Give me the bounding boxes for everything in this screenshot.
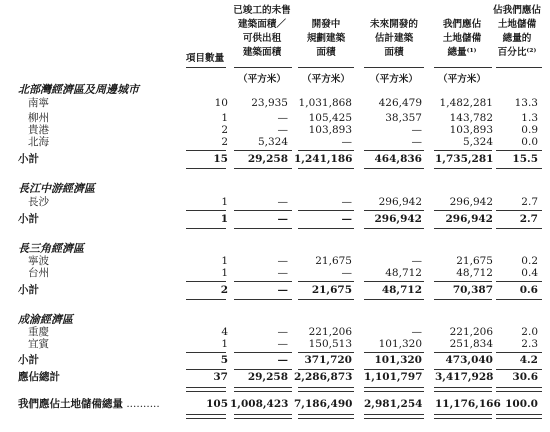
cell-project-count: 1 <box>221 267 228 279</box>
cell-completed-gfa: — <box>277 196 288 208</box>
header-rule <box>364 67 424 68</box>
cell-project-count: 105 <box>206 398 228 410</box>
cell-land-bank: 70,387 <box>452 284 493 296</box>
rule <box>298 150 354 151</box>
subtotal-row <box>0 152 550 167</box>
cell-land-bank: 11,176,166 <box>435 398 501 410</box>
rule <box>298 168 354 169</box>
city-label: 宜賓 <box>28 338 49 350</box>
city-label: 重慶 <box>28 326 49 338</box>
cell-completed-gfa: — <box>277 338 288 350</box>
unit-sqm: （平方米） <box>302 74 350 85</box>
double-rule <box>234 414 292 419</box>
rule <box>364 150 424 151</box>
rule <box>496 281 542 282</box>
cell-future-gfa: — <box>411 255 422 267</box>
section-title: 長江中游經濟區 <box>18 182 95 195</box>
attributable-total-row <box>0 370 550 385</box>
header-future-development-gfa: 未來開發的 估計建築 面積 <box>370 19 418 58</box>
table-row <box>0 135 550 150</box>
cell-project-count: 1 <box>221 255 228 267</box>
cell-project-count: 2 <box>221 124 228 136</box>
header-rule <box>186 67 226 68</box>
cell-percentage: 0.6 <box>519 284 538 296</box>
cell-completed-gfa: 1,008,423 <box>230 398 289 410</box>
rule <box>364 228 424 229</box>
city-label: 南寧 <box>28 97 49 109</box>
rule <box>434 210 492 211</box>
rule <box>186 281 226 282</box>
cell-future-gfa: — <box>411 326 422 338</box>
rule <box>434 281 492 282</box>
double-rule <box>434 414 492 419</box>
cell-under-development-gfa: — <box>341 196 352 208</box>
rule <box>186 168 226 169</box>
rule <box>186 228 226 229</box>
subtotal-label: 小計 <box>18 153 39 165</box>
cell-land-bank: 1,735,281 <box>435 153 494 165</box>
header-rule <box>298 67 354 68</box>
rule <box>364 168 424 169</box>
cell-project-count: 15 <box>213 153 228 165</box>
table-row <box>0 96 550 111</box>
cell-percentage: 4.2 <box>519 354 538 366</box>
cell-future-gfa: 101,320 <box>374 354 422 366</box>
rule <box>298 210 354 211</box>
cell-future-gfa: — <box>411 124 422 136</box>
section-title: 成渝經濟區 <box>18 313 73 326</box>
cell-future-gfa: 1,101,797 <box>364 371 423 383</box>
subtotal-row <box>0 283 550 298</box>
rule <box>364 299 424 300</box>
rule <box>234 150 292 151</box>
cell-project-count: 37 <box>213 371 228 383</box>
total-label: 應佔總計 <box>18 371 60 383</box>
header-rule <box>434 67 492 68</box>
cell-future-gfa: 48,712 <box>381 284 422 296</box>
rule <box>234 168 292 169</box>
double-rule <box>298 414 354 419</box>
cell-percentage: 100.0 <box>505 398 538 410</box>
cell-completed-gfa: — <box>277 112 288 124</box>
double-rule <box>234 387 292 392</box>
cell-completed-gfa: — <box>277 284 288 296</box>
city-label: 貴港 <box>28 124 49 136</box>
subtotal-label: 小計 <box>18 213 39 225</box>
cell-percentage: 0.0 <box>521 136 538 148</box>
cell-land-bank: 473,040 <box>445 354 493 366</box>
table-row <box>0 195 550 210</box>
section-title: 北部灣經濟區及周邊城市 <box>18 83 139 96</box>
cell-percentage: 15.5 <box>512 153 538 165</box>
cell-land-bank: 296,942 <box>445 213 493 225</box>
cell-future-gfa: 2,981,254 <box>364 398 423 410</box>
grand-total-row <box>0 397 550 412</box>
cell-under-development-gfa: 150,513 <box>308 338 352 350</box>
cell-percentage: 0.9 <box>521 124 538 136</box>
cell-project-count: 2 <box>221 136 228 148</box>
cell-future-gfa: 426,479 <box>378 97 422 109</box>
rule <box>434 150 492 151</box>
city-label: 柳州 <box>28 112 49 124</box>
cell-under-development-gfa: 371,720 <box>304 354 352 366</box>
section-title: 長三角經濟區 <box>18 242 84 255</box>
cell-completed-gfa: — <box>277 213 288 225</box>
cell-completed-gfa: — <box>277 255 288 267</box>
cell-percentage: 2.7 <box>521 196 538 208</box>
unit-sqm: （平方米） <box>438 74 486 85</box>
table-row <box>0 266 550 281</box>
cell-land-bank: 251,834 <box>449 338 493 350</box>
cell-project-count: 1 <box>221 112 228 124</box>
cell-percentage: 30.6 <box>512 371 538 383</box>
cell-under-development-gfa: — <box>341 267 352 279</box>
cell-project-count: 2 <box>220 284 228 296</box>
double-rule <box>186 414 226 419</box>
rule <box>234 228 292 229</box>
rule <box>234 281 292 282</box>
cell-future-gfa: 48,712 <box>385 267 422 279</box>
city-label: 寧波 <box>28 255 49 267</box>
header-rule <box>496 67 542 68</box>
cell-project-count: 10 <box>214 97 228 109</box>
cell-under-development-gfa: — <box>341 136 352 148</box>
rule <box>364 281 424 282</box>
city-label: 長沙 <box>28 196 49 208</box>
rule <box>298 299 354 300</box>
double-rule <box>364 414 424 419</box>
header-completed-gfa: 已竣工的未售 建築面積／ 可供出租 建築面積 <box>233 5 291 58</box>
rule <box>186 210 226 211</box>
double-rule <box>496 387 542 392</box>
rule <box>496 150 542 151</box>
rule <box>434 299 492 300</box>
header-rule <box>234 67 292 68</box>
cell-land-bank: 1,482,281 <box>439 97 493 109</box>
cell-completed-gfa: 23,935 <box>251 97 288 109</box>
rule <box>496 228 542 229</box>
double-rule <box>186 387 226 392</box>
cell-completed-gfa: — <box>277 267 288 279</box>
header-percentage: 佔我們應佔 土地儲備 總量的 百分比⁽²⁾ <box>493 5 541 58</box>
rule <box>364 210 424 211</box>
cell-land-bank: 103,893 <box>449 124 493 136</box>
cell-under-development-gfa: 221,206 <box>308 326 352 338</box>
cell-under-development-gfa: 21,675 <box>315 255 352 267</box>
cell-project-count: 1 <box>221 196 228 208</box>
table-row <box>0 337 550 352</box>
cell-completed-gfa: 29,258 <box>247 153 288 165</box>
rule <box>186 150 226 151</box>
cell-land-bank: 221,206 <box>449 326 493 338</box>
cell-future-gfa: 296,942 <box>378 196 422 208</box>
cell-under-development-gfa: 7,186,490 <box>294 398 353 410</box>
cell-percentage: 13.3 <box>514 97 538 109</box>
cell-under-development-gfa: 2,286,873 <box>294 371 353 383</box>
city-label: 台州 <box>28 267 49 279</box>
cell-under-development-gfa: 103,893 <box>308 124 352 136</box>
cell-completed-gfa: — <box>277 326 288 338</box>
header-under-development-gfa: 開發中 規劃建築 面積 <box>306 19 346 58</box>
cell-future-gfa: 38,357 <box>385 112 422 124</box>
header-project-count: 項目數量 <box>185 53 225 64</box>
rule <box>234 210 292 211</box>
double-rule <box>364 387 424 392</box>
rule <box>496 299 542 300</box>
unit-sqm: （平方米） <box>370 74 418 85</box>
unit-sqm: （平方米） <box>238 74 286 85</box>
cell-under-development-gfa: 21,675 <box>311 284 352 296</box>
cell-land-bank: 143,782 <box>449 112 493 124</box>
rule <box>496 210 542 211</box>
double-rule <box>496 414 542 419</box>
cell-completed-gfa: 29,258 <box>247 371 288 383</box>
cell-percentage: 1.3 <box>521 112 538 124</box>
cell-project-count: 1 <box>221 338 228 350</box>
cell-project-count: 5 <box>220 354 228 366</box>
rule <box>434 168 492 169</box>
cell-future-gfa: 464,836 <box>374 153 422 165</box>
rule <box>234 299 292 300</box>
subtotal-label: 小計 <box>18 284 39 296</box>
double-rule <box>434 387 492 392</box>
cell-land-bank: 21,675 <box>456 255 493 267</box>
city-label: 北海 <box>28 136 49 148</box>
cell-land-bank: 5,324 <box>462 136 493 148</box>
cell-percentage: 2.3 <box>521 338 538 350</box>
cell-percentage: 0.2 <box>521 255 538 267</box>
cell-percentage: 2.0 <box>521 326 538 338</box>
cell-under-development-gfa: 1,241,186 <box>294 153 353 165</box>
cell-percentage: 2.7 <box>519 213 538 225</box>
cell-percentage: 0.4 <box>521 267 538 279</box>
cell-project-count: 1 <box>220 213 228 225</box>
rule <box>496 168 542 169</box>
cell-future-gfa: — <box>411 136 422 148</box>
rule <box>298 281 354 282</box>
grand-total-label: 我們應佔土地儲備總量 .......... <box>18 398 160 410</box>
subtotal-row <box>0 353 550 368</box>
cell-project-count: 4 <box>221 326 228 338</box>
rule <box>298 228 354 229</box>
cell-future-gfa: 296,942 <box>374 213 422 225</box>
cell-land-bank: 3,417,928 <box>435 371 494 383</box>
subtotal-label: 小計 <box>18 354 39 366</box>
subtotal-row <box>0 212 550 227</box>
rule <box>186 299 226 300</box>
cell-completed-gfa: 5,324 <box>257 136 288 148</box>
double-rule <box>298 387 354 392</box>
cell-completed-gfa: — <box>277 124 288 136</box>
cell-completed-gfa: — <box>277 354 288 366</box>
cell-future-gfa: 101,320 <box>378 338 422 350</box>
header-attributable-land-bank: 我們應佔 土地儲備 總量⁽¹⁾ <box>442 19 482 58</box>
cell-land-bank: 48,712 <box>456 267 493 279</box>
cell-under-development-gfa: — <box>341 213 352 225</box>
rule <box>434 228 492 229</box>
cell-land-bank: 296,942 <box>449 196 493 208</box>
cell-under-development-gfa: 105,425 <box>308 112 352 124</box>
cell-under-development-gfa: 1,031,868 <box>298 97 352 109</box>
